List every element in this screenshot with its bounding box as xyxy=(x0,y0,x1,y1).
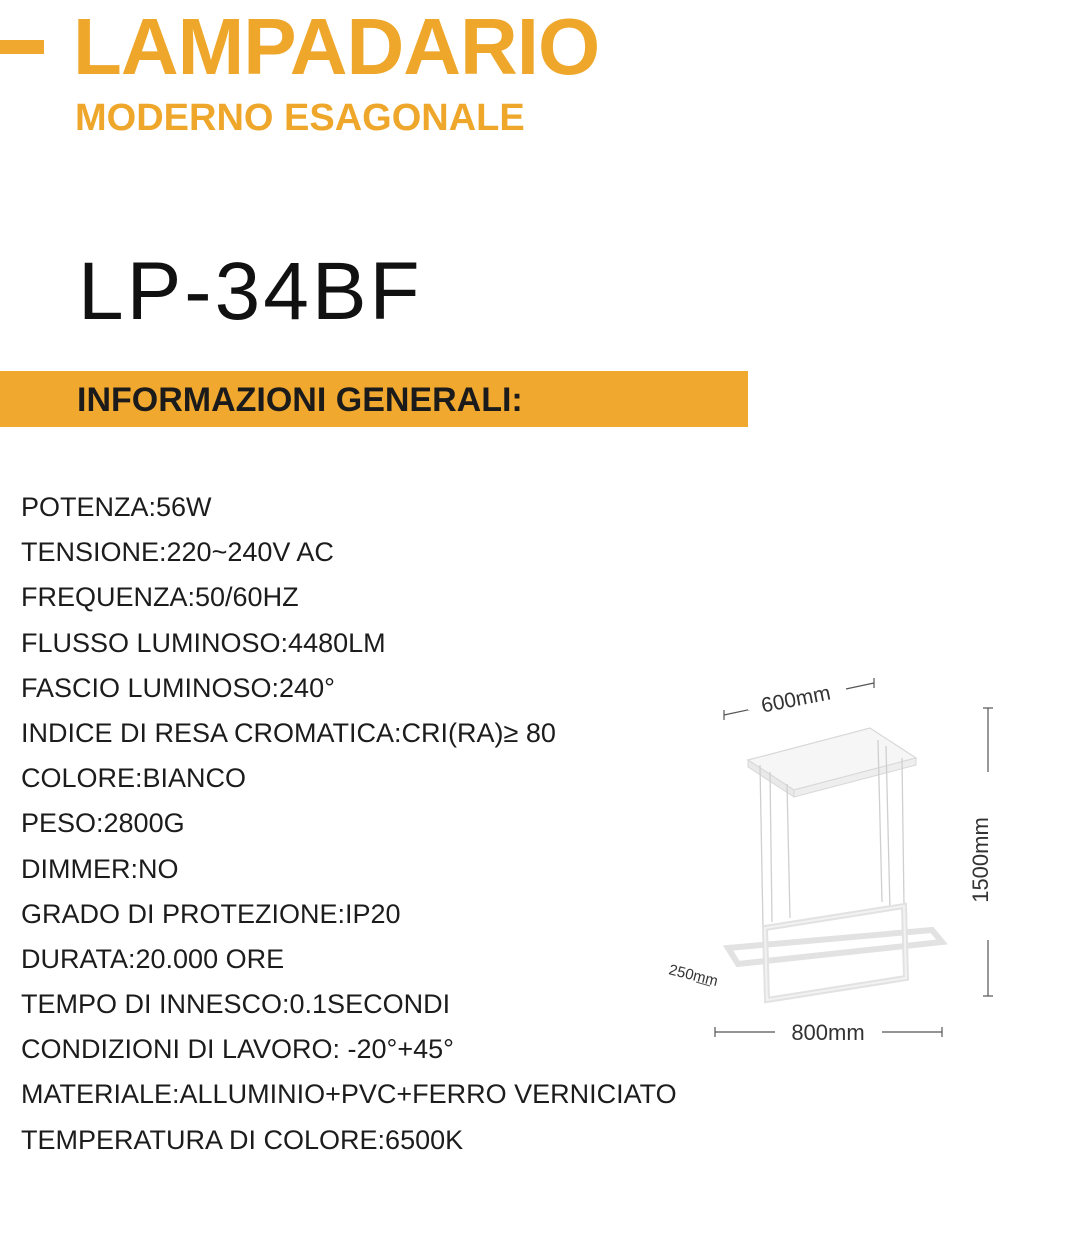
spec-item: PESO:2800G xyxy=(21,808,185,839)
accent-dash xyxy=(0,40,44,54)
depth-label: 250mm xyxy=(667,961,720,990)
spec-item: MATERIALE:ALLUMINIO+PVC+FERRO VERNICIATO xyxy=(21,1079,677,1110)
spec-item: GRADO DI PROTEZIONE:IP20 xyxy=(21,898,401,929)
light-frames xyxy=(728,906,942,1000)
section-band xyxy=(0,371,748,427)
spec-item: TEMPO DI INNESCO:0.1SECONDI xyxy=(21,989,451,1020)
spec-item: FLUSSO LUMINOSO:4480LM xyxy=(21,627,386,658)
spec-item: COLORE:BIANCO xyxy=(21,763,247,794)
spec-list xyxy=(21,485,677,1163)
length-label: 800mm xyxy=(791,1020,865,1045)
spec-item: POTENZA:56W xyxy=(21,492,212,522)
height-label: 1500mm xyxy=(968,817,993,903)
spec-item: DIMMER:NO xyxy=(21,853,179,884)
product-subtitle: MODERNO ESAGONALE xyxy=(75,97,525,139)
spec-item: INDICE DI RESA CROMATICA:CRI(RA)≥ 80 xyxy=(21,717,556,748)
lamp-dimension-diagram xyxy=(620,660,1040,1060)
spec-item: TENSIONE:220~240V AC xyxy=(21,537,334,568)
spec-item: DURATA:20.000 ORE xyxy=(21,943,285,974)
product-title: LAMPADARIO xyxy=(73,2,600,91)
ceiling-canopy xyxy=(748,728,916,797)
spec-item: TEMPERATURA DI COLORE:6500K xyxy=(21,1124,464,1155)
spec-item: CONDIZIONI DI LAVORO: -20°+45° xyxy=(21,1034,454,1065)
spec-item: FREQUENZA:50/60HZ xyxy=(21,582,299,613)
section-heading: INFORMAZIONI GENERALI: xyxy=(77,381,523,419)
model-code: LP-34BF xyxy=(78,246,423,337)
width-label: 600mm xyxy=(759,681,833,718)
spec-item: FASCIO LUMINOSO:240° xyxy=(21,672,335,703)
